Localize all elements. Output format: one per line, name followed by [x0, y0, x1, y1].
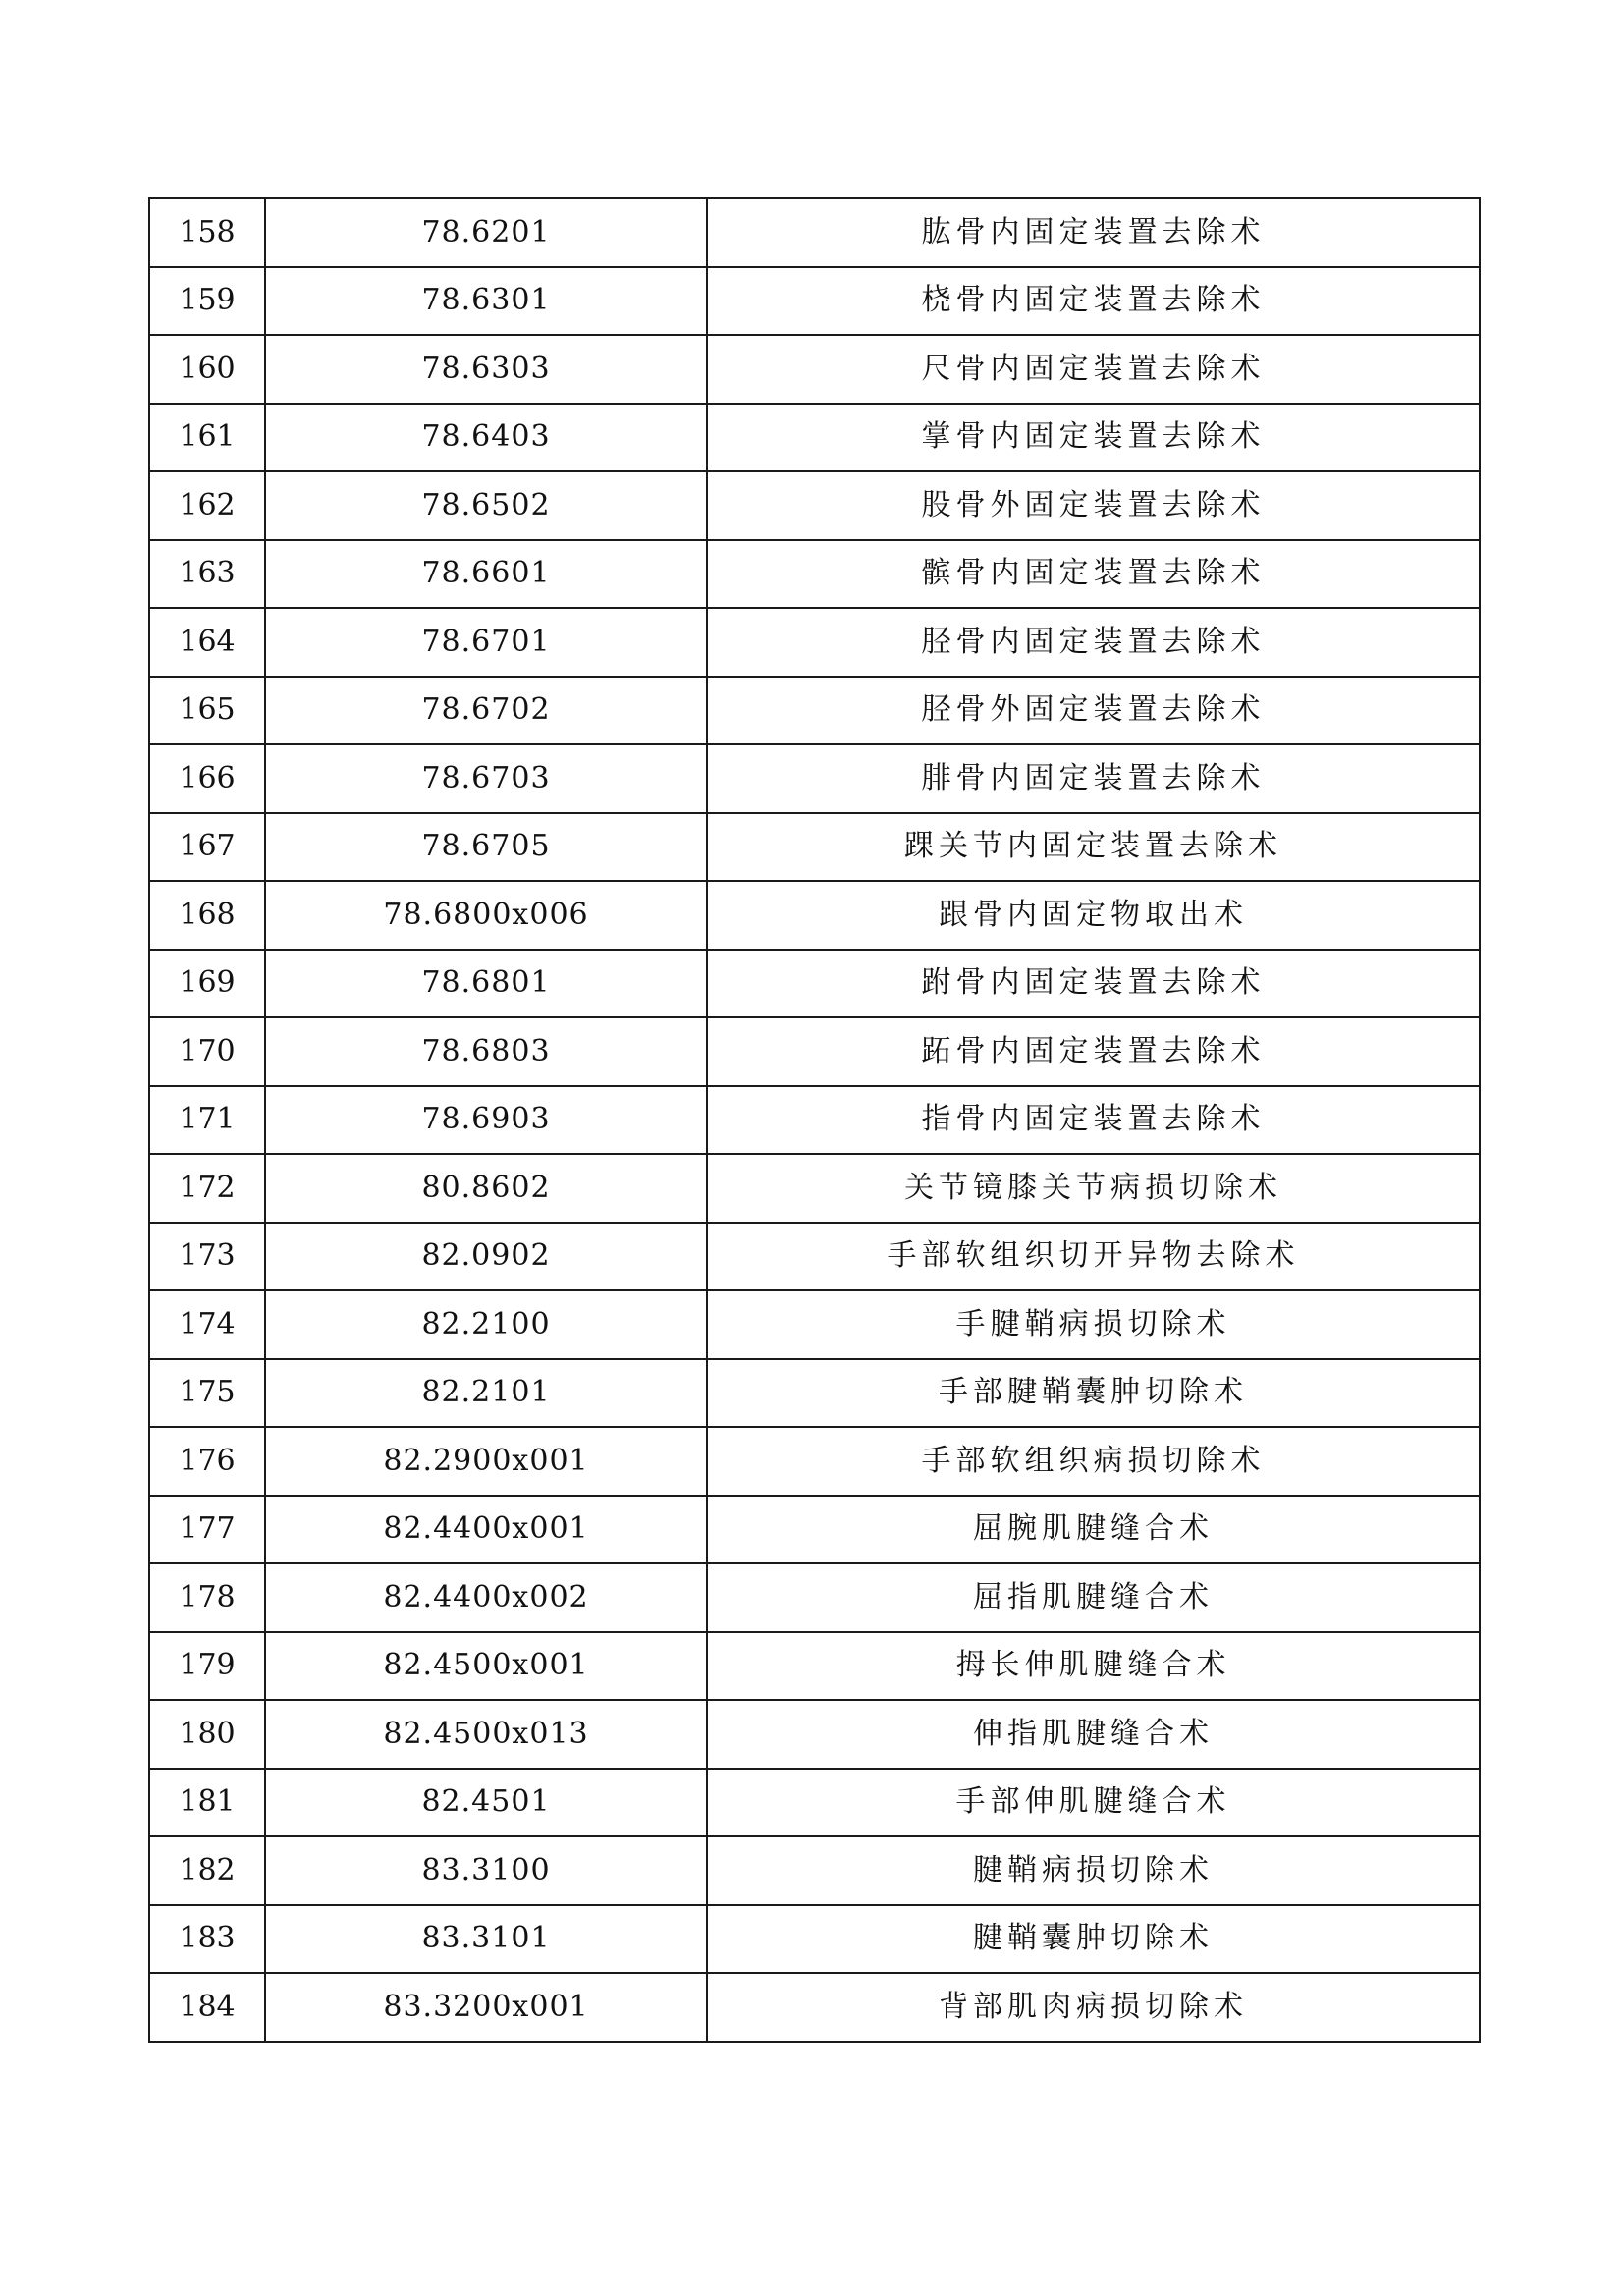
- table-row: [149, 1836, 1480, 1905]
- table-row: [149, 608, 1480, 677]
- procedure-name-cell: 腱鞘病损切除术: [707, 1836, 1480, 1905]
- procedure-name-cell: 尺骨内固定装置去除术: [707, 335, 1480, 404]
- table-row: [149, 881, 1480, 950]
- procedure-code-cell: 78.6601: [265, 540, 707, 609]
- table-row: [149, 198, 1480, 267]
- row-number-cell: 161: [149, 404, 265, 472]
- row-number-cell: 164: [149, 608, 265, 677]
- procedure-code-cell: 78.6702: [265, 677, 707, 745]
- procedure-code-cell: 83.3101: [265, 1905, 707, 1974]
- procedure-code-table: [148, 197, 1481, 2043]
- table-body: [149, 198, 1480, 2042]
- procedure-code-cell: 78.6301: [265, 267, 707, 336]
- procedure-name-cell: 屈指肌腱缝合术: [707, 1563, 1480, 1632]
- table-row: [149, 1086, 1480, 1155]
- procedure-code-cell: 78.6803: [265, 1017, 707, 1086]
- table-row: [149, 1017, 1480, 1086]
- row-number-cell: 177: [149, 1496, 265, 1564]
- table-row: [149, 950, 1480, 1018]
- row-number-cell: 179: [149, 1632, 265, 1701]
- procedure-name-cell: 髌骨内固定装置去除术: [707, 540, 1480, 609]
- row-number-cell: 184: [149, 1973, 265, 2042]
- procedure-name-cell: 手部软组织切开异物去除术: [707, 1223, 1480, 1291]
- procedure-name-cell: 关节镜膝关节病损切除术: [707, 1154, 1480, 1223]
- procedure-code-cell: 82.4400x001: [265, 1496, 707, 1564]
- table-row: [149, 813, 1480, 882]
- table-row: [149, 1496, 1480, 1564]
- procedure-code-cell: 83.3100: [265, 1836, 707, 1905]
- procedure-name-cell: 腱鞘囊肿切除术: [707, 1905, 1480, 1974]
- row-number-cell: 183: [149, 1905, 265, 1974]
- procedure-code-cell: 78.6801: [265, 950, 707, 1018]
- procedure-name-cell: 背部肌肉病损切除术: [707, 1973, 1480, 2042]
- procedure-code-cell: 82.2100: [265, 1290, 707, 1359]
- table-row: [149, 1427, 1480, 1496]
- table-row: [149, 1973, 1480, 2042]
- row-number-cell: 169: [149, 950, 265, 1018]
- procedure-code-cell: 83.3200x001: [265, 1973, 707, 2042]
- procedure-code-cell: 82.2900x001: [265, 1427, 707, 1496]
- table-row: [149, 1632, 1480, 1701]
- procedure-name-cell: 伸指肌腱缝合术: [707, 1700, 1480, 1769]
- table-row: [149, 1359, 1480, 1428]
- procedure-code-cell: 78.6903: [265, 1086, 707, 1155]
- procedure-name-cell: 胫骨外固定装置去除术: [707, 677, 1480, 745]
- row-number-cell: 163: [149, 540, 265, 609]
- procedure-code-cell: 78.6403: [265, 404, 707, 472]
- row-number-cell: 176: [149, 1427, 265, 1496]
- row-number-cell: 181: [149, 1769, 265, 1837]
- table-row: [149, 267, 1480, 336]
- procedure-name-cell: 胫骨内固定装置去除术: [707, 608, 1480, 677]
- row-number-cell: 174: [149, 1290, 265, 1359]
- row-number-cell: 170: [149, 1017, 265, 1086]
- procedure-name-cell: 踝关节内固定装置去除术: [707, 813, 1480, 882]
- procedure-name-cell: 手腱鞘病损切除术: [707, 1290, 1480, 1359]
- procedure-name-cell: 跗骨内固定装置去除术: [707, 950, 1480, 1018]
- table-row: [149, 677, 1480, 745]
- procedure-code-cell: 82.0902: [265, 1223, 707, 1291]
- procedure-name-cell: 掌骨内固定装置去除术: [707, 404, 1480, 472]
- table-row: [149, 1769, 1480, 1837]
- procedure-name-cell: 肱骨内固定装置去除术: [707, 198, 1480, 267]
- procedure-code-cell: 78.6303: [265, 335, 707, 404]
- row-number-cell: 165: [149, 677, 265, 745]
- procedure-code-cell: 78.6201: [265, 198, 707, 267]
- procedure-code-cell: 78.6800x006: [265, 881, 707, 950]
- table-row: [149, 540, 1480, 609]
- row-number-cell: 178: [149, 1563, 265, 1632]
- row-number-cell: 182: [149, 1836, 265, 1905]
- table-row: [149, 1154, 1480, 1223]
- procedure-code-cell: 78.6502: [265, 471, 707, 540]
- table-row: [149, 1223, 1480, 1291]
- table-row: [149, 1905, 1480, 1974]
- procedure-name-cell: 拇长伸肌腱缝合术: [707, 1632, 1480, 1701]
- procedure-code-cell: 78.6701: [265, 608, 707, 677]
- procedure-code-cell: 82.2101: [265, 1359, 707, 1428]
- procedure-name-cell: 股骨外固定装置去除术: [707, 471, 1480, 540]
- table-row: [149, 471, 1480, 540]
- row-number-cell: 167: [149, 813, 265, 882]
- row-number-cell: 180: [149, 1700, 265, 1769]
- table-row: [149, 404, 1480, 472]
- row-number-cell: 168: [149, 881, 265, 950]
- procedure-name-cell: 屈腕肌腱缝合术: [707, 1496, 1480, 1564]
- procedure-code-cell: 82.4500x001: [265, 1632, 707, 1701]
- procedure-name-cell: 腓骨内固定装置去除术: [707, 744, 1480, 813]
- row-number-cell: 172: [149, 1154, 265, 1223]
- procedure-code-cell: 82.4500x013: [265, 1700, 707, 1769]
- procedure-name-cell: 手部伸肌腱缝合术: [707, 1769, 1480, 1837]
- procedure-code-cell: 78.6703: [265, 744, 707, 813]
- procedure-name-cell: 指骨内固定装置去除术: [707, 1086, 1480, 1155]
- procedure-name-cell: 桡骨内固定装置去除术: [707, 267, 1480, 336]
- procedure-code-cell: 82.4501: [265, 1769, 707, 1837]
- procedure-name-cell: 跟骨内固定物取出术: [707, 881, 1480, 950]
- procedure-name-cell: 手部软组织病损切除术: [707, 1427, 1480, 1496]
- row-number-cell: 171: [149, 1086, 265, 1155]
- row-number-cell: 166: [149, 744, 265, 813]
- table-row: [149, 744, 1480, 813]
- row-number-cell: 160: [149, 335, 265, 404]
- row-number-cell: 159: [149, 267, 265, 336]
- procedure-code-cell: 82.4400x002: [265, 1563, 707, 1632]
- table-row: [149, 1290, 1480, 1359]
- table-row: [149, 1700, 1480, 1769]
- row-number-cell: 158: [149, 198, 265, 267]
- procedure-name-cell: 跖骨内固定装置去除术: [707, 1017, 1480, 1086]
- table-row: [149, 1563, 1480, 1632]
- row-number-cell: 173: [149, 1223, 265, 1291]
- row-number-cell: 162: [149, 471, 265, 540]
- procedure-name-cell: 手部腱鞘囊肿切除术: [707, 1359, 1480, 1428]
- row-number-cell: 175: [149, 1359, 265, 1428]
- procedure-code-cell: 80.8602: [265, 1154, 707, 1223]
- table-row: [149, 335, 1480, 404]
- procedure-code-cell: 78.6705: [265, 813, 707, 882]
